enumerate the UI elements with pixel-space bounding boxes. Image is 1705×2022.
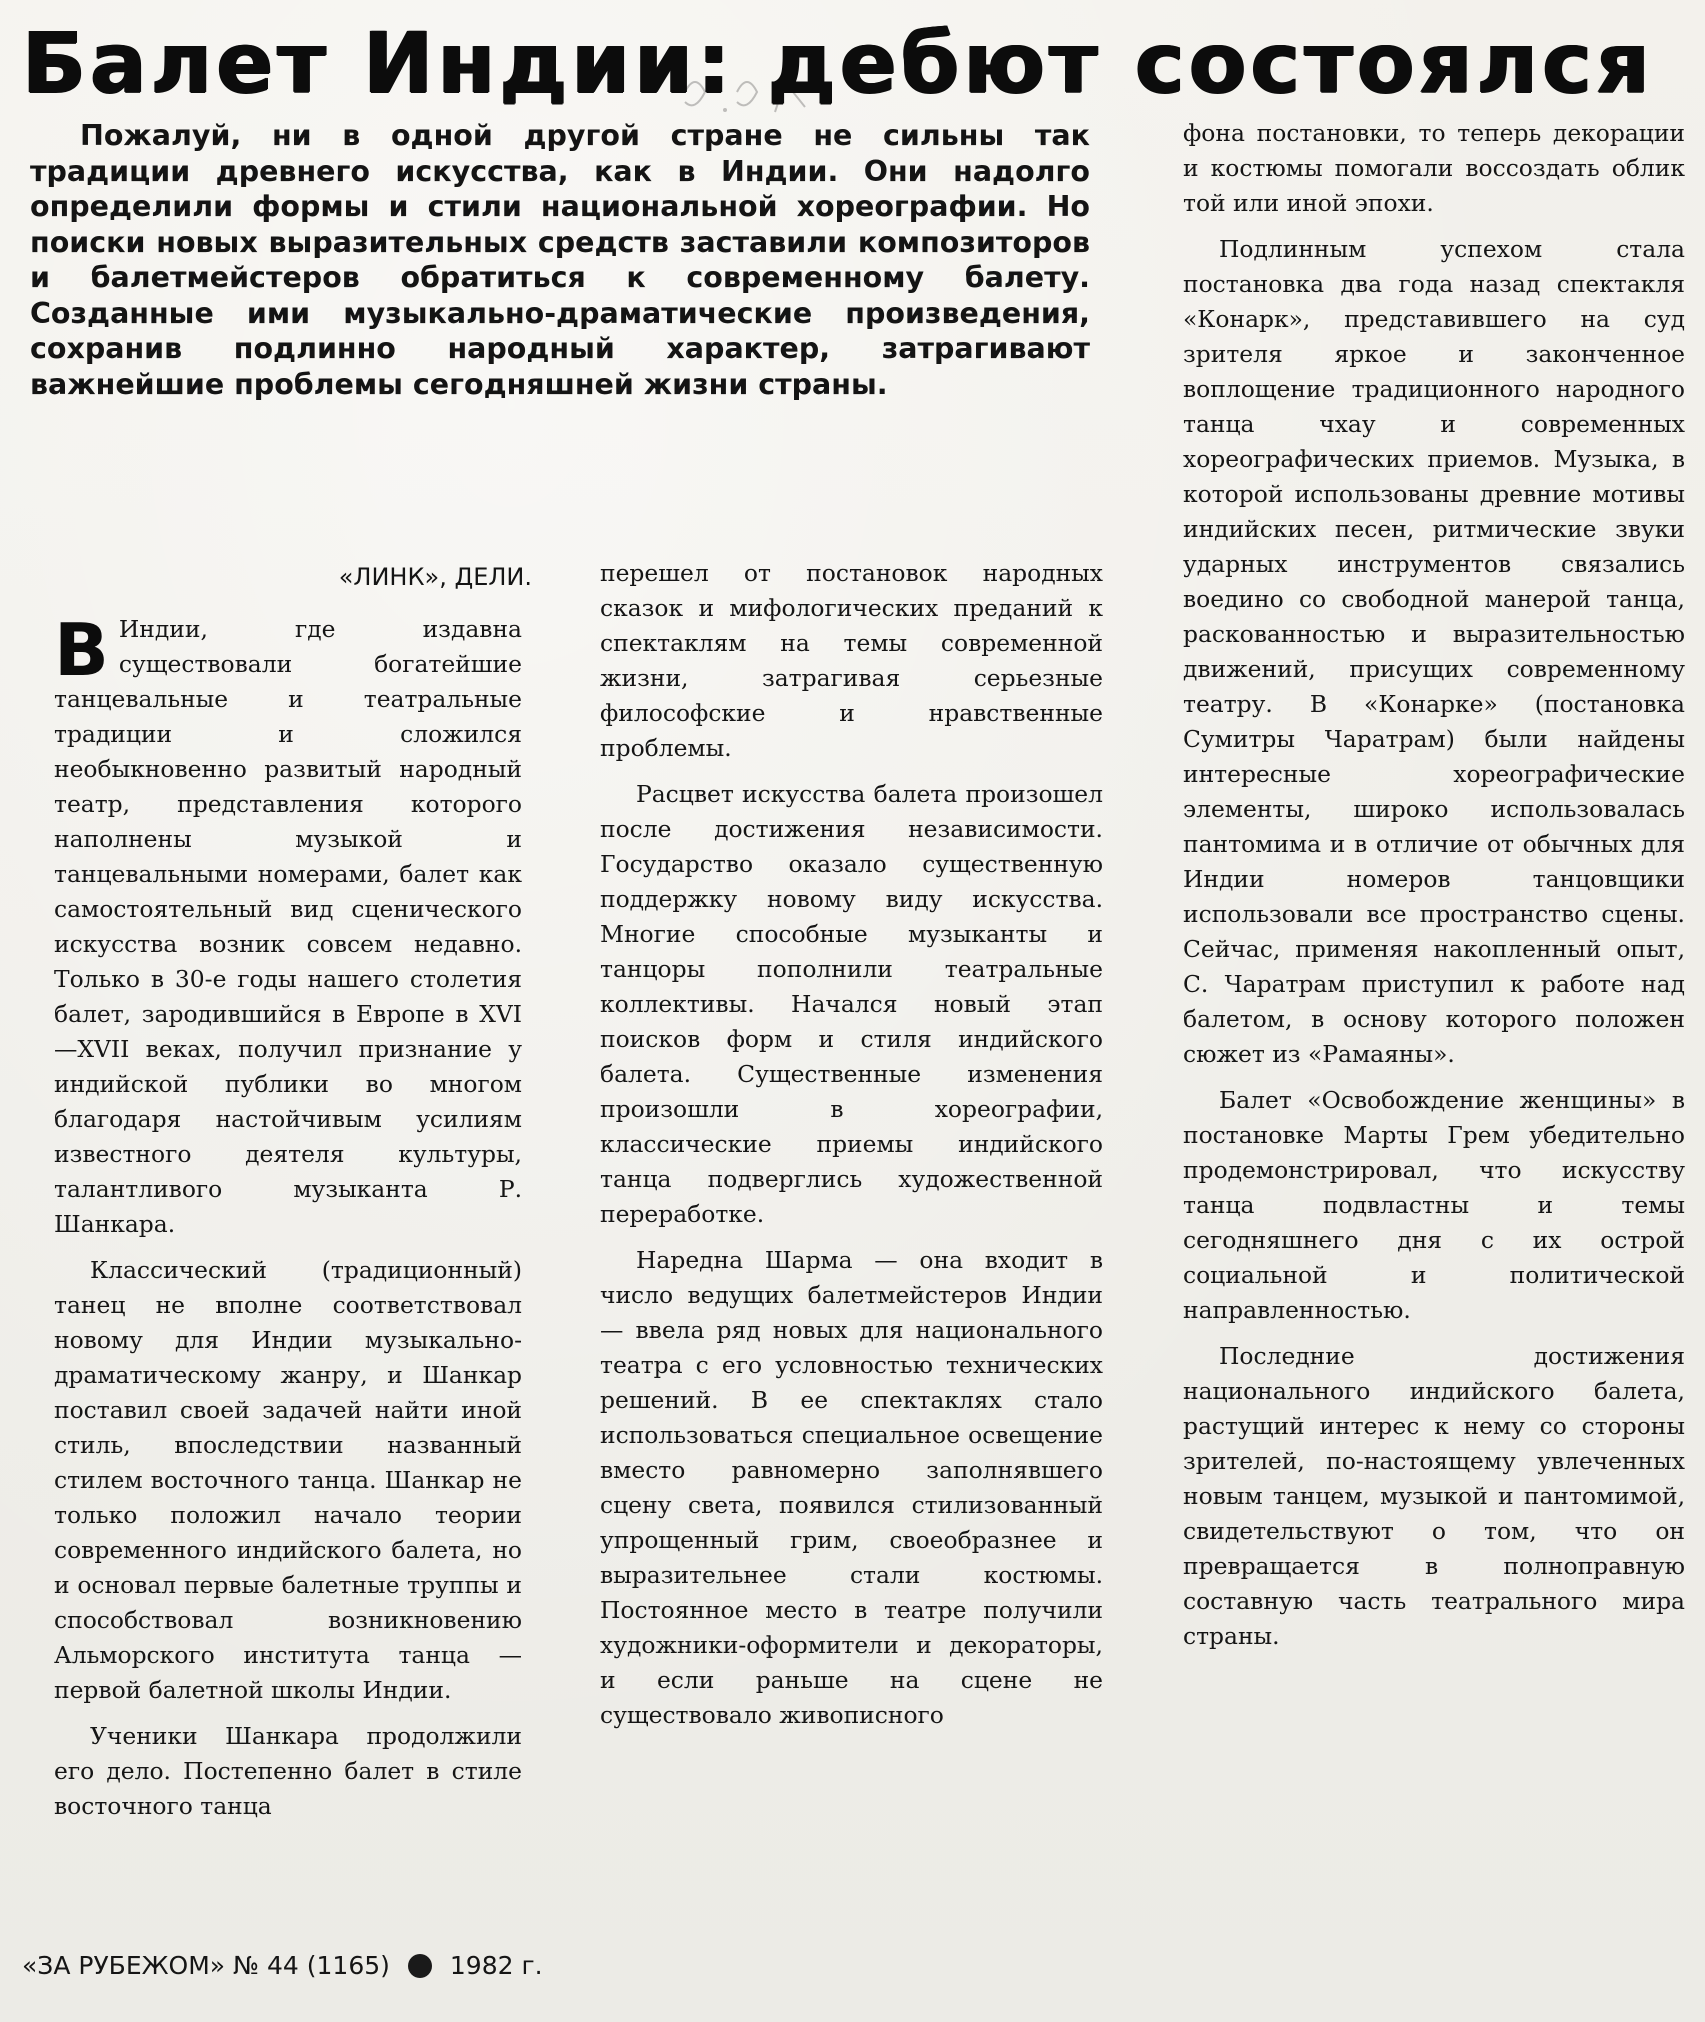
- paragraph-2: Классический (традиционный) танец не вполне соответствовал новому для Индии музыкально-драматическому жанру, и Шанкар поставил своей задачей найти иной стиль, впоследствии названный стилем восточного танца. Шанкар не только положил начало теории современного индийского балета, но и основал первые балетные труппы и способствовал возникновению Альморского института танца — первой балетной школы Индии.: [54, 1256, 522, 1704]
- paragraph-1: [54, 608, 522, 1242]
- paragraph-8: Подлинным успехом стала постановка два года назад спектакля «Конарк», представившего на суд зрителя яркое и законченное воплощение традиционного народного танца чхау и современных хореографических приемов. Музыка, в которой использованы древние мотивы индийских песен, ритмические звуки ударных инструментов связались воедино со свободной манерой танца, раскованностью и выразительностью движений, присущих современному театру. В «Конарке» (постановка Сумитры Чаратрам) были найдены интересные хореографические элементы, широко использовалась пантомима и в отличие от обычных для Индии номеров танцовщики использовали все пространство сцены. Сейчас, применяя накопленный опыт, С. Чаратрам приступил к работе над балетом, в основу которого положен сюжет из «Рамаяны».: [1183, 235, 1685, 1068]
- paragraph-9: Балет «Освобождение женщины» в постановке Марты Грем убедительно продемонстрировал, что искусству танца подвластны и темы сегодняшнего дня с их острой социальной и политической направленностью.: [1183, 1086, 1685, 1324]
- paragraph-4: перешел от постановок народных сказок и мифологических преданий к спектаклям на темы современной жизни, затрагивая серьезные философские и нравственные проблемы.: [600, 559, 1103, 762]
- source-footer: [22, 1946, 543, 1986]
- source-publication: «ЗА РУБЕЖОМ» № 44 (1165): [22, 1951, 390, 1980]
- text-column-1: [54, 608, 522, 1835]
- article-headline: Балет Индии: дебют состоялся: [22, 14, 1654, 112]
- source-year: 1982 г.: [449, 1951, 543, 1980]
- drop-cap-letter: В: [54, 608, 109, 692]
- paragraph-10: Последние достижения национального индийского балета, растущий интерес к нему со стороны зрителей, по-настоящему увлеченных новым танцем, музыкой и пантомимой, свидетельствуют о том, что он превращается в полноправную составную часть театрального мира страны.: [1183, 1342, 1685, 1650]
- paragraph-1-text: Индии, где издавна существовали богатейшие танцевальные и театральные традиции и сложился необыкновенно развитый народный театр, представления которого наполнены музыкой и танцевальными номерами, балет как самостоятельный вид сценического искусства возник совсем недавно. Только в 30-е годы нашего столетия балет, зародившийся в Европе в XVI—XVII веках, получил признание у индийской публики во многом благодаря настойчивым усилиям известного деятеля культуры, талантливого музыканта Р. Шанкара.: [54, 615, 522, 1238]
- text-column-3: [1183, 116, 1685, 1665]
- paragraph-3: Ученики Шанкара продолжили его дело. Постепенно балет в стиле восточного танца: [54, 1722, 522, 1820]
- bullet-dot-icon: [408, 1954, 432, 1978]
- paragraph-6: Наредна Шарма — она входит в число ведущих балетмейстеров Индии — ввела ряд новых для национального театра с его условностью технических решений. В ее спектаклях стало использоваться специальное освещение вместо равномерно заполнявшего сцену света, появился стилизованный упрощенный грим, своеобразнее и выразительнее стали костюмы. Постоянное место в театре получили художники-оформители и декораторы, и если раньше на сцене не существовало живописного: [600, 1246, 1103, 1729]
- article-byline: «ЛИНК», ДЕЛИ.: [338, 563, 532, 591]
- text-column-2: [600, 556, 1103, 1744]
- article-lead-paragraph: Пожалуй, ни в одной другой стране не сильны так традиции древнего искусства, как в Индии. Они надолго определили формы и стили национальной хореографии. Но поиски новых выразительных средств заставили композиторов и балетмейстеров обратиться к современному балету. Созданные ими музыкально-драматические произведения, сохранив подлинно народный характер, затрагивают важнейшие проблемы сегодняшней жизни страны.: [30, 119, 1090, 401]
- paragraph-7: фона постановки, то теперь декорации и костюмы помогали воссоздать облик той или иной эпохи.: [1183, 119, 1685, 217]
- paragraph-5: Расцвет искусства балета произошел после достижения независимости. Государство оказало существенную поддержку новому виду искусства. Многие способные музыканты и танцоры пополнили театральные коллективы. Начался новый этап поисков форм и стиля индийского балета. Существенные изменения произошли в хореографии, классические приемы индийского танца подверглись художественной переработке.: [600, 780, 1103, 1228]
